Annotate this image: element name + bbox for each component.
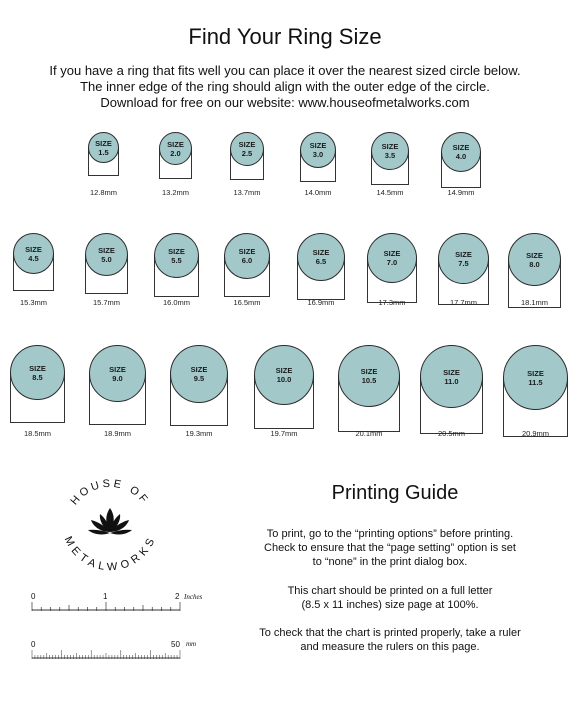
size-label: SIZE <box>526 250 543 260</box>
size-label: SIZE <box>309 141 327 150</box>
ring-size-circle <box>13 233 54 274</box>
size-label: SIZE <box>167 139 184 149</box>
size-value: 5.0 <box>101 254 112 264</box>
ring-diameter-label: 20.1mm <box>355 429 383 438</box>
ring-diameter-label: 19.7mm <box>270 429 298 438</box>
ring-diameter-label: 13.7mm <box>233 188 261 197</box>
printing-guide-paragraph-1 <box>240 527 540 569</box>
ring-size-circle <box>230 132 264 166</box>
printing-guide-paragraph-3 <box>240 626 540 654</box>
ring-diameter-label: 17.3mm <box>378 298 406 307</box>
size-label: SIZE <box>25 244 42 254</box>
svg-text:METALWORKS <box>62 535 159 574</box>
size-value: 8.0 <box>529 259 540 269</box>
size-label: SIZE <box>190 365 208 374</box>
size-value: 3.0 <box>312 150 324 159</box>
ring-diameter-label: 18.5mm <box>23 429 52 438</box>
guide-text-line: Check to ensure that the “page setting” option is set <box>264 542 516 554</box>
size-value: 6.0 <box>241 256 253 265</box>
size-value: 7.5 <box>458 258 469 268</box>
ring-diameter-label: 16.5mm <box>233 298 261 307</box>
ring-diameter-label: 12.8mm <box>89 188 118 197</box>
ring-size-circle <box>300 132 336 168</box>
mm-ruler-end-label: 50 <box>171 640 180 649</box>
guide-text-line: To print, go to the “printing options” before printing. <box>266 528 514 540</box>
lotus-icon <box>88 508 132 534</box>
logo-text-bottom: METALWORKS <box>61 534 159 574</box>
ring-diameter-label: 17.7mm <box>449 298 478 307</box>
ring-size-circle <box>254 345 314 405</box>
size-label: SIZE <box>275 366 293 375</box>
size-label: SIZE <box>98 245 115 255</box>
inch-ruler-unit-label: Inches <box>184 593 203 601</box>
ring-size-circle <box>338 345 400 407</box>
size-label: SIZE <box>238 140 256 149</box>
intro-line-3: Download for free on our website: www.houseofmetalworks.com <box>100 95 470 110</box>
size-value: 6.5 <box>315 257 327 266</box>
size-value: 9.5 <box>193 374 205 383</box>
intro-line-2: The inner edge of the ring should align with the outer edge of the circle. <box>80 79 490 94</box>
size-value: 11.5 <box>528 377 543 387</box>
size-value: 2.0 <box>170 148 181 158</box>
ring-diameter-label: 18.1mm <box>520 298 549 307</box>
guide-text-line: To check that the chart is printed properly, take a ruler <box>259 627 521 639</box>
size-value: 11.0 <box>444 376 459 386</box>
guide-text-line: (8.5 x 11 inches) size page at 100%. <box>301 599 479 611</box>
size-label: SIZE <box>29 363 46 373</box>
size-label: SIZE <box>95 138 112 148</box>
logo-text-top: HOUSE OF <box>68 477 152 508</box>
ring-size-circle <box>367 233 417 283</box>
ring-diameter-label: 15.3mm <box>19 298 48 307</box>
size-label: SIZE <box>383 249 401 258</box>
size-value: 1.5 <box>98 147 109 157</box>
mm-ruler-unit-label: mm <box>186 640 197 648</box>
size-label: SIZE <box>109 364 126 374</box>
intro-line-1: If you have a ring that fits well you can place it over the nearest sized circle below. <box>49 63 521 78</box>
size-value: 8.5 <box>32 372 43 382</box>
mm-ruler <box>30 648 190 664</box>
ring-diameter-label: 14.9mm <box>447 188 475 197</box>
ring-size-circle <box>89 345 146 402</box>
ring-size-circle <box>297 233 345 281</box>
ring-diameter-label: 16.9mm <box>307 298 335 307</box>
size-value: 5.5 <box>171 255 182 265</box>
guide-text-line: and measure the rulers on this page. <box>300 641 480 653</box>
ring-size-circle <box>508 233 561 286</box>
ring-diameter-label: 16.0mm <box>162 298 191 307</box>
ring-size-circle <box>438 233 489 284</box>
ring-size-circle <box>85 233 128 276</box>
printing-guide-paragraph-2 <box>240 584 540 612</box>
size-label: SIZE <box>360 367 378 376</box>
ring-diameter-label: 20.9mm <box>521 429 550 438</box>
guide-text-line: This chart should be printed on a full letter <box>287 585 493 597</box>
ring-diameter-label: 14.5mm <box>376 188 404 197</box>
mm-ruler-start-label: 0 <box>31 640 36 649</box>
svg-text:HOUSE OF <box>68 478 151 508</box>
inch-ruler-start-label: 0 <box>31 592 36 601</box>
size-value: 4.0 <box>455 152 467 161</box>
inch-ruler <box>30 600 190 616</box>
size-value: 2.5 <box>241 149 253 158</box>
size-label: SIZE <box>452 143 470 152</box>
intro-text <box>0 63 570 111</box>
house-of-metalworks-logo <box>55 470 165 580</box>
size-label: SIZE <box>443 367 460 377</box>
ring-diameter-label: 14.0mm <box>304 188 332 197</box>
size-label: SIZE <box>312 248 330 257</box>
ring-size-circle <box>154 233 199 278</box>
size-label: SIZE <box>238 247 256 256</box>
ring-size-circle <box>441 132 481 172</box>
ring-diameter-label: 18.9mm <box>103 429 132 438</box>
size-value: 7.0 <box>386 258 398 267</box>
ring-size-circle <box>420 345 483 408</box>
ring-size-circle <box>159 132 192 165</box>
ring-diameter-label: 20.5mm <box>437 429 466 438</box>
inch-ruler-end-label: 2 <box>175 592 180 601</box>
size-value: 10.0 <box>276 375 292 384</box>
size-label: SIZE <box>381 142 399 151</box>
ring-size-circle <box>10 345 65 400</box>
printing-guide-title: Printing Guide <box>331 482 459 504</box>
guide-text-line: to “none” in the print dialog box. <box>312 556 468 568</box>
ring-diameter-label: 19.3mm <box>185 429 213 438</box>
ring-diameter-label: 15.7mm <box>92 298 121 307</box>
inch-ruler-mid-label: 1 <box>103 592 108 601</box>
ring-size-circle <box>170 345 228 403</box>
size-value: 4.5 <box>28 253 39 263</box>
size-value: 3.5 <box>384 151 396 160</box>
size-label: SIZE <box>168 246 185 256</box>
size-value: 9.0 <box>112 373 123 383</box>
ring-size-circle <box>224 233 270 279</box>
size-label: SIZE <box>455 249 472 259</box>
ring-size-circle <box>88 132 119 163</box>
page-title: Find Your Ring Size <box>188 24 382 49</box>
size-value: 10.5 <box>361 376 377 385</box>
ring-size-circle <box>371 132 409 170</box>
ring-size-circle <box>503 345 568 410</box>
ring-diameter-label: 13.2mm <box>161 188 190 197</box>
size-label: SIZE <box>527 368 544 378</box>
